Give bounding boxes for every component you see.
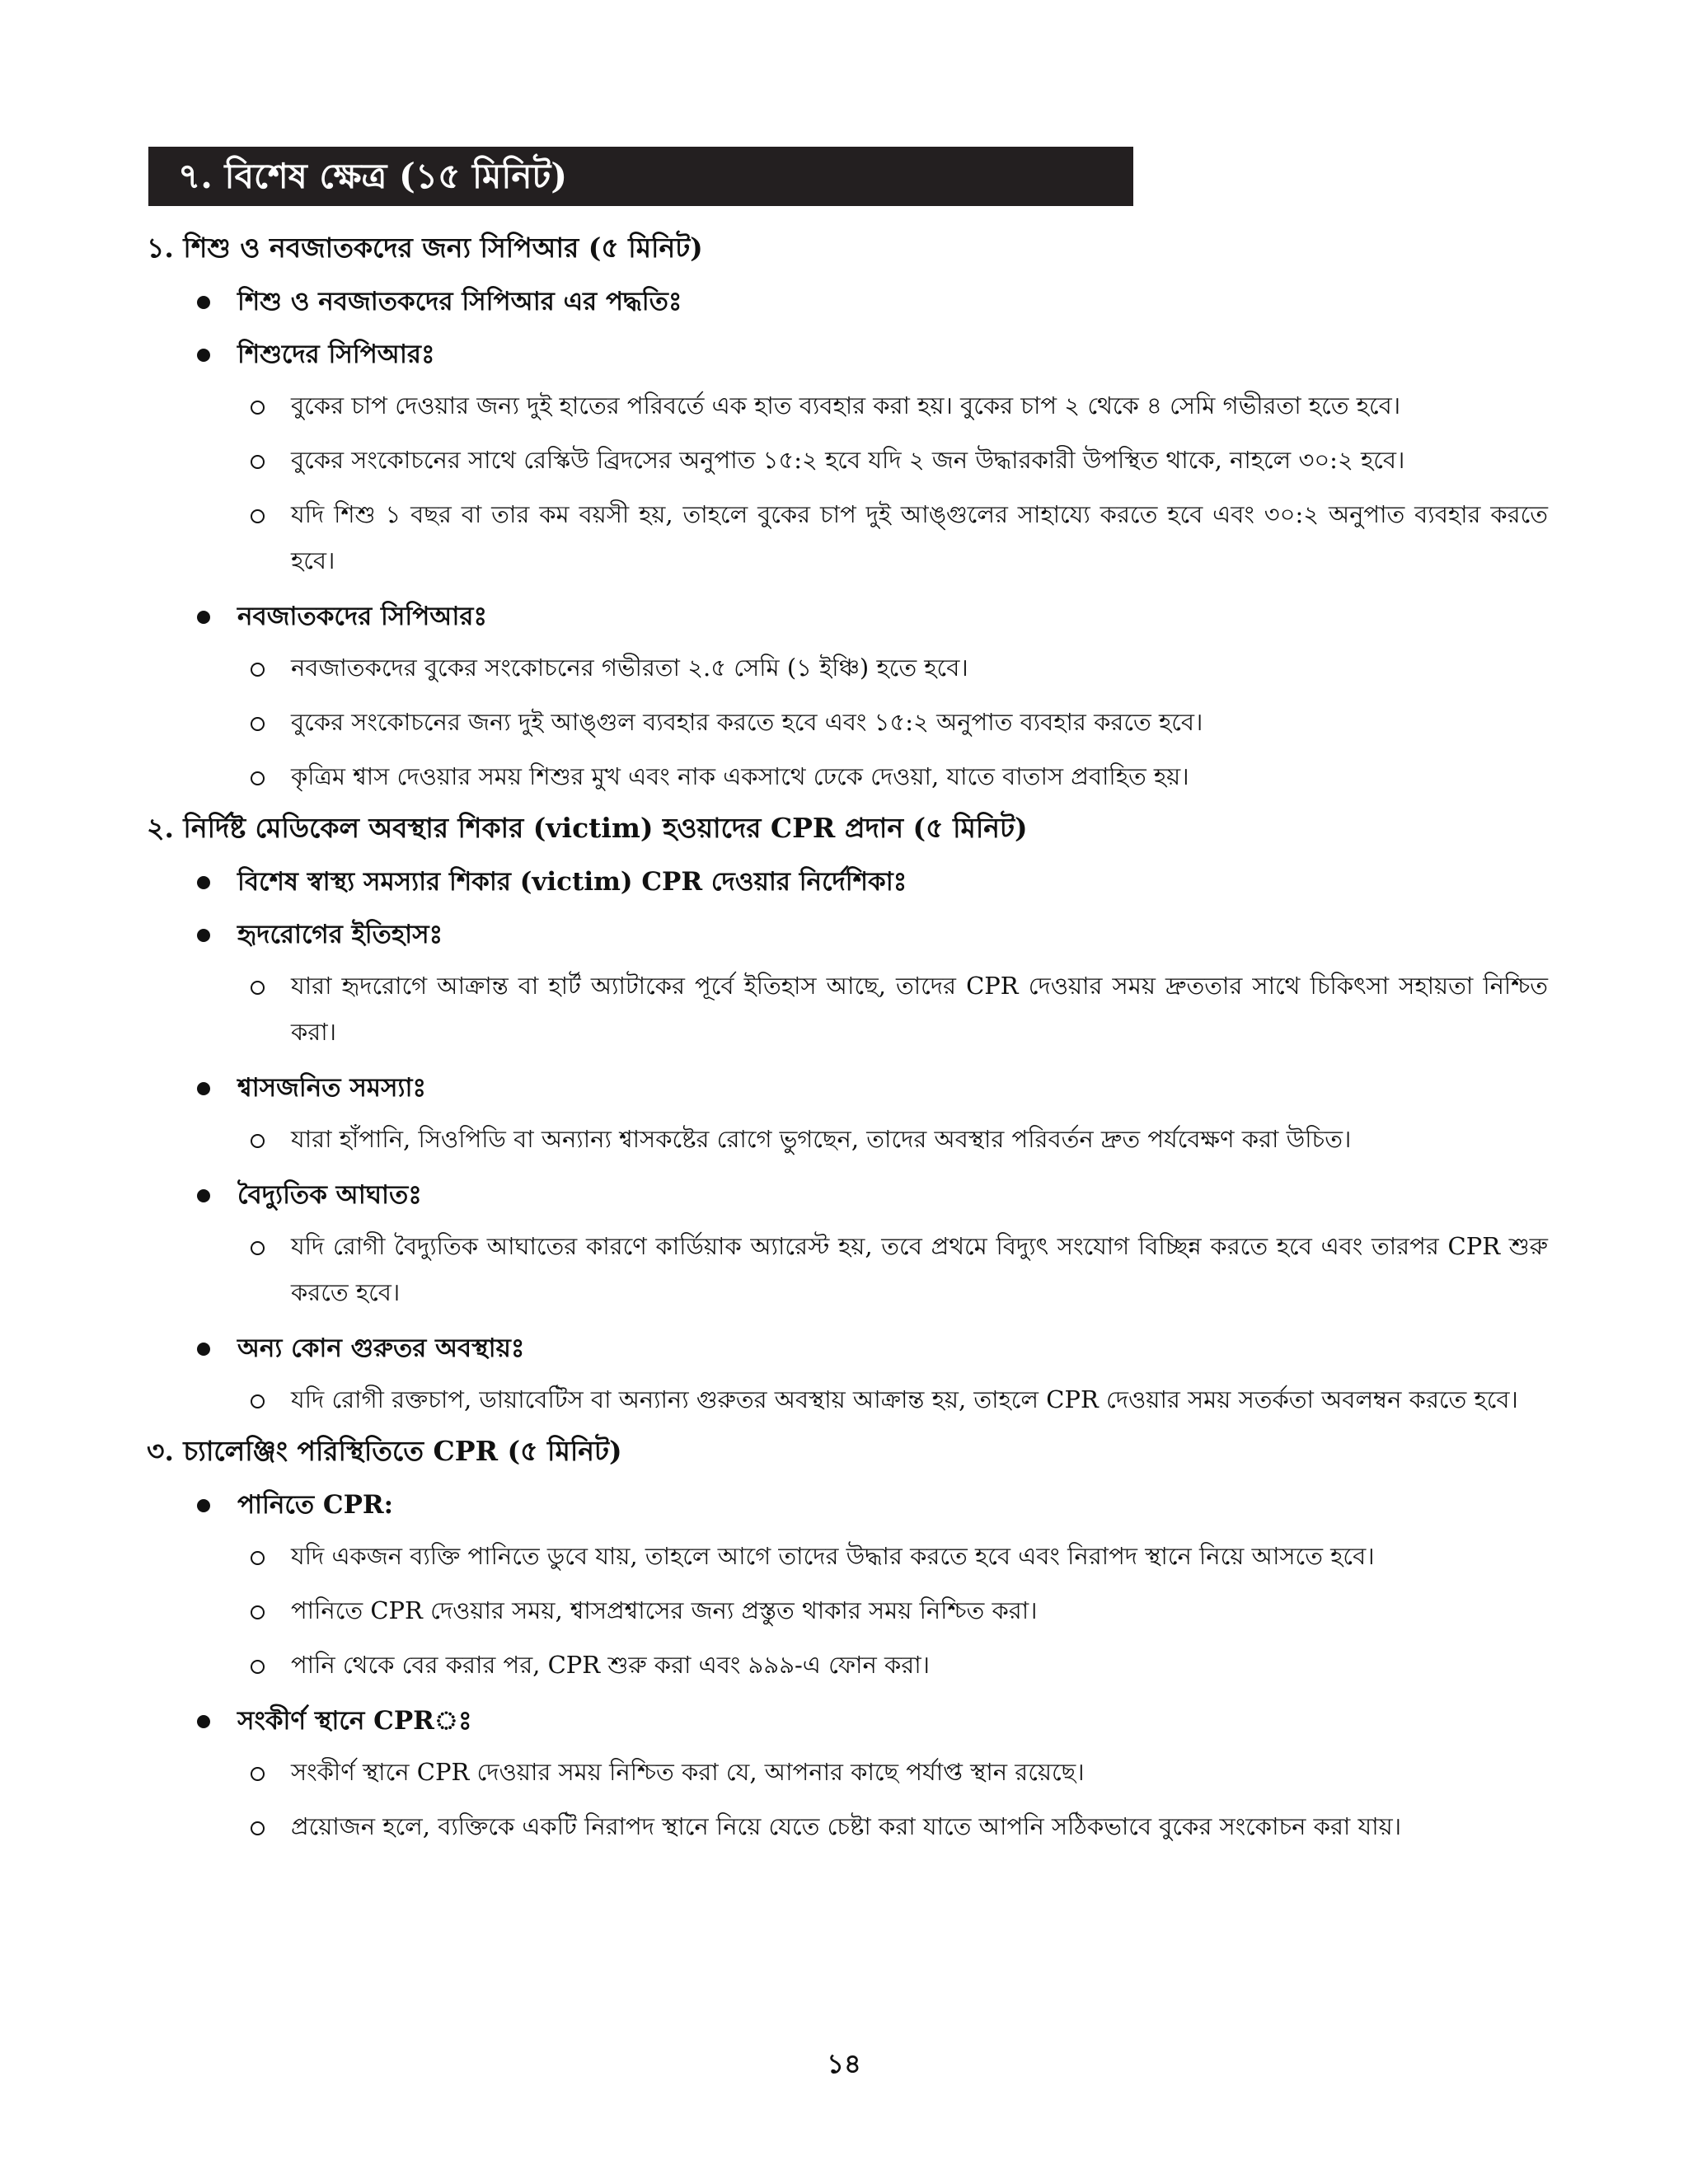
bullet-dot-icon	[197, 876, 210, 889]
bullet-text: অন্য কোন গুরুতর অবস্থায়ঃ	[237, 1333, 525, 1363]
bullet-item	[147, 282, 1548, 321]
bullet-text: হৃদরোগের ইতিহাসঃ	[237, 920, 443, 949]
bullet-item	[147, 1485, 1548, 1525]
sub-bullet-item	[147, 753, 1548, 799]
sub-bullet-text: কৃত্রিম শ্বাস দেওয়ার সময় শিশুর মুখ এবং নাক একসাথে ঢেকে দেওয়া, যাতে বাতাস প্রবাহিত হয়।	[291, 762, 1189, 790]
content-body	[147, 219, 1548, 1858]
bullet-dot-icon	[197, 1499, 210, 1512]
sub-bullet-text: বুকের সংকোচনের জন্য দুই আঙ্গুল ব্যবহার করতে হবে এবং ১৫:২ অনুপাত ব্যবহার করতে হবে।	[291, 708, 1203, 736]
bullet-text: নবজাতকদের সিপিআরঃ	[237, 602, 488, 631]
sub-bullet-text: যারা হাঁপানি, সিওপিডি বা অন্যান্য শ্বাসকষ্টের রোগে ভুগছেন, তাদের অবস্থার পরিবর্তন দ্রুত পর্যবেক্ষণ করা উচিত।	[291, 1125, 1352, 1153]
bullet-text: বৈদ্যুতিক আঘাতঃ	[237, 1180, 422, 1210]
bullet-dot-icon	[197, 929, 210, 942]
bullet-dot-icon	[197, 1189, 210, 1202]
sub-bullet-item	[147, 699, 1548, 745]
bullet-item	[147, 597, 1548, 636]
circle-bullet-icon	[251, 1241, 265, 1255]
bullet-item	[147, 915, 1548, 954]
sub-bullet-item	[147, 1376, 1548, 1422]
sub-bullet-text: যদি রোগী রক্তচাপ, ডায়াবেটিস বা অন্যান্য গুরুতর অবস্থায় আক্রান্ত হয়, তাহলে CPR দেওয়ার সময় সতর্কতা অবলম্বন করতে হবে।	[291, 1385, 1518, 1413]
bullet-item	[147, 1329, 1548, 1368]
circle-bullet-icon	[251, 717, 265, 731]
sub-bullet-text: নবজাতকদের বুকের সংকোচনের গভীরতা ২.৫ সেমি (১ ইঞ্চি) হতে হবে।	[291, 654, 968, 682]
sub-bullet-item	[147, 1533, 1548, 1579]
sub-bullet-item	[147, 963, 1548, 1055]
sub-bullet-text: যদি শিশু ১ বছর বা তার কম বয়সী হয়, তাহলে বুকের চাপ দুই আঙ্গুলের সাহায্যে করতে হবে এবং ৩০:২ অনুপাত ব্যবহার করতে হবে।	[291, 500, 1548, 574]
circle-bullet-icon	[251, 1394, 265, 1408]
sub-bullet-text: প্রয়োজন হলে, ব্যক্তিকে একটি নিরাপদ স্থানে নিয়ে যেতে চেষ্টা করা যাতে আপনি সঠিকভাবে বুকের সংকোচন করা যায়।	[291, 1812, 1402, 1840]
circle-bullet-icon	[251, 1134, 265, 1148]
bullet-dot-icon	[197, 1715, 210, 1728]
circle-bullet-icon	[251, 663, 265, 677]
sub-bullet-text: পানিতে CPR দেওয়ার সময়, শ্বাসপ্রশ্বাসের জন্য প্রস্তুত থাকার সময় নিশ্চিত করা।	[291, 1596, 1038, 1624]
sub-bullet-item	[147, 382, 1548, 429]
circle-bullet-icon	[251, 1551, 265, 1565]
sub-bullet-item	[147, 491, 1548, 583]
sub-bullet-text: বুকের সংকোচনের সাথে রেস্কিউ ব্রিদসের অনুপাত ১৫:২ হবে যদি ২ জন উদ্ধারকারী উপস্থিত থাকে, নাহলে ৩০:২ হবে।	[291, 446, 1405, 474]
bullet-text: বিশেষ স্বাস্থ্য সমস্যার শিকার (victim) CPR দেওয়ার নির্দেশিকাঃ	[237, 867, 907, 897]
circle-bullet-icon	[251, 1767, 265, 1781]
bullet-text: সংকীর্ণ স্থানে CPRঃ	[237, 1706, 472, 1736]
sub-bullet-item	[147, 1803, 1548, 1849]
sub-bullet-text: পানি থেকে বের করার পর, CPR শুরু করা এবং ৯৯৯-এ ফোন করা।	[291, 1651, 931, 1679]
bullet-dot-icon	[197, 296, 210, 309]
bullet-item	[147, 1701, 1548, 1741]
section-title-banner: ৭. বিশেষ ক্ষেত্র (১৫ মিনিট)	[148, 147, 1133, 206]
sub-bullet-item	[147, 1223, 1548, 1315]
page-number: ১৪	[827, 2048, 861, 2079]
sub-bullet-text: যারা হৃদরোগে আক্রান্ত বা হার্ট অ্যাটাকের পূর্বে ইতিহাস আছে, তাদের CPR দেওয়ার সময় দ্রুততার সাথে চিকিৎসা সহায়তা নিশ্চিত করা।	[291, 972, 1548, 1046]
bullet-item	[147, 335, 1548, 374]
sub-bullet-item	[147, 437, 1548, 483]
bullet-text: পানিতে CPR:	[237, 1490, 394, 1520]
subheading-3: ৩. চ্যালেঞ্জিং পরিস্থিতিতে CPR (৫ মিনিট)	[147, 1435, 622, 1467]
bullet-dot-icon	[197, 349, 210, 362]
bullet-item	[147, 1175, 1548, 1215]
circle-bullet-icon	[251, 771, 265, 785]
bullet-text: শিশু ও নবজাতকদের সিপিআর এর পদ্ধতিঃ	[237, 287, 682, 316]
sub-bullet-item	[147, 1749, 1548, 1795]
sub-bullet-item	[147, 644, 1548, 691]
bullet-text: শিশুদের সিপিআরঃ	[237, 340, 435, 369]
sub-bullet-text: সংকীর্ণ স্থানে CPR দেওয়ার সময় নিশ্চিত করা যে, আপনার কাছে পর্যাপ্ত স্থান রয়েছে।	[291, 1758, 1085, 1786]
circle-bullet-icon	[251, 509, 265, 523]
circle-bullet-icon	[251, 401, 265, 415]
sub-bullet-item	[147, 1587, 1548, 1633]
sub-bullet-item	[147, 1642, 1548, 1688]
circle-bullet-icon	[251, 1660, 265, 1674]
sub-bullet-text: বুকের চাপ দেওয়ার জন্য দুই হাতের পরিবর্তে এক হাত ব্যবহার করা হয়। বুকের চাপ ২ থেকে ৪ সেমি গভীরতা হতে হবে।	[291, 391, 1401, 419]
subheading-1: ১. শিশু ও নবজাতকদের জন্য সিপিআর (৫ মিনিট)	[147, 232, 703, 264]
bullet-dot-icon	[197, 1343, 210, 1356]
bullet-text: শ্বাসজনিত সমস্যাঃ	[237, 1073, 427, 1103]
bullet-dot-icon	[197, 611, 210, 624]
bullet-item	[147, 862, 1548, 902]
sub-bullet-item	[147, 1116, 1548, 1162]
sub-bullet-text: যদি রোগী বৈদ্যুতিক আঘাতের কারণে কার্ডিয়াক অ্যারেস্ট হয়, তবে প্রথমে বিদ্যুৎ সংযোগ বিচ্ছিন্ন করতে হবে এবং তারপর CPR শুরু করতে হবে।	[291, 1232, 1548, 1306]
bullet-dot-icon	[197, 1082, 210, 1095]
circle-bullet-icon	[251, 1605, 265, 1619]
circle-bullet-icon	[251, 455, 265, 469]
subheading-2: ২. নির্দিষ্ট মেডিকেল অবস্থার শিকার (victim) হওয়াদের CPR প্রদান (৫ মিনিট)	[147, 812, 1028, 844]
circle-bullet-icon	[251, 981, 265, 995]
bullet-item	[147, 1068, 1548, 1108]
circle-bullet-icon	[251, 1821, 265, 1835]
sub-bullet-text: যদি একজন ব্যক্তি পানিতে ডুবে যায়, তাহলে আগে তাদের উদ্ধার করতে হবে এবং নিরাপদ স্থানে নিয়ে আসতে হবে।	[291, 1542, 1375, 1570]
